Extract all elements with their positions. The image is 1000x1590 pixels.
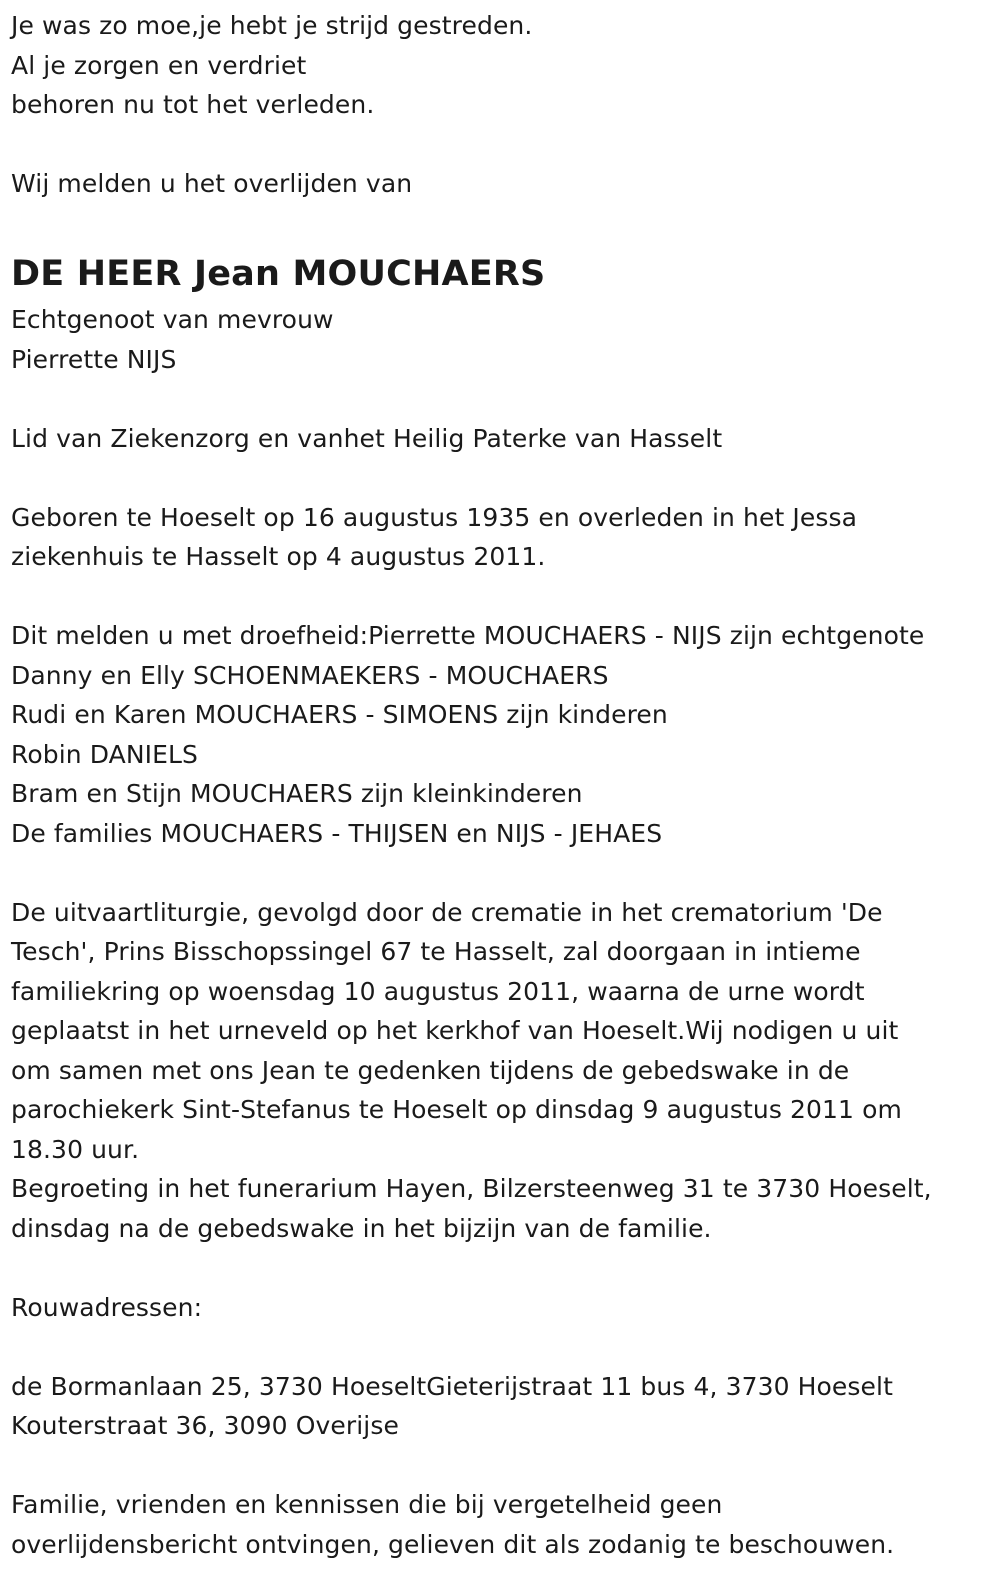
spacer	[11, 458, 996, 498]
deceased-name: DE HEER Jean MOUCHAERS	[11, 254, 546, 294]
birth-death-block	[11, 498, 996, 577]
family-line: Danny en Elly SCHOENMAEKERS - MOUCHAERS	[11, 660, 609, 690]
ceremony-line: Tesch', Prins Bisschopssingel 67 te Hasselt, zal doorgaan in intieme	[11, 937, 861, 966]
spacer	[11, 853, 996, 893]
ceremony-line: familiekring op woensdag 10 augustus 2011, waarna de urne wordt	[11, 976, 865, 1006]
spouse-line: Pierrette NIJS	[11, 344, 177, 374]
family-block	[11, 616, 996, 853]
poem-line: behoren nu tot het verleden.	[11, 90, 375, 119]
addresses-block	[11, 1367, 996, 1446]
address-line: Kouterstraat 36, 3090 Overijse	[11, 1411, 399, 1440]
poem-line: Al je zorgen en verdriet	[11, 50, 307, 80]
closing-line: overlijdensbericht ontvingen, gelieven dit als zodanig te beschouwen.	[11, 1529, 895, 1559]
spacer	[11, 1327, 996, 1367]
spouse-line: Echtgenoot van mevrouw	[11, 305, 334, 334]
obituary-notice	[11, 6, 996, 1564]
spacer	[11, 125, 996, 165]
ceremony-line: dinsdag na de gebedswake in het bijzijn van de familie.	[11, 1213, 712, 1243]
closing-line: Familie, vrienden en kennissen die bij vergetelheid geen	[11, 1490, 723, 1519]
family-line: Bram en Stijn MOUCHAERS zijn kleinkinderen	[11, 779, 583, 808]
spacer	[11, 1248, 996, 1288]
ceremony-line: geplaatst in het urneveld op het kerkhof van Hoeselt.Wij nodigen u uit	[11, 1016, 899, 1045]
birth-death-line: Geboren te Hoeselt op 16 augustus 1935 en overleden in het Jessa	[11, 502, 858, 532]
spacer	[11, 204, 996, 244]
address-line: de Bormanlaan 25, 3730 HoeseltGieterijstraat 11 bus 4, 3730 Hoeselt	[11, 1371, 893, 1401]
addresses-heading: Rouwadressen:	[11, 1292, 203, 1322]
ceremony-line: om samen met ons Jean te gedenken tijdens de gebedswake in de	[11, 1055, 850, 1085]
poem-line: Je was zo moe,je hebt je strijd gestreden.	[11, 11, 533, 40]
ceremony-line: 18.30 uur.	[11, 1134, 140, 1164]
membership-text: Lid van Ziekenzorg en vanhet Heilig Paterke van Hasselt	[11, 423, 723, 453]
ceremony-line: De uitvaartliturgie, gevolgd door de crematie in het crematorium 'De	[11, 897, 883, 927]
ceremony-line: parochiekerk Sint-Stefanus te Hoeselt op dinsdag 9 augustus 2011 om	[11, 1095, 902, 1124]
family-line: Rudi en Karen MOUCHAERS - SIMOENS zijn kinderen	[11, 700, 668, 729]
spouse-block	[11, 300, 996, 379]
poem	[11, 6, 996, 125]
closing-block	[11, 1485, 996, 1564]
family-line: Dit melden u met droefheid:Pierrette MOUCHAERS - NIJS zijn echtgenote	[11, 621, 925, 650]
family-line: Robin DANIELS	[11, 739, 199, 769]
family-line: De families MOUCHAERS - THIJSEN en NIJS - JEHAES	[11, 818, 663, 848]
spacer	[11, 577, 996, 617]
announcement-intro: Wij melden u het overlijden van	[11, 169, 413, 198]
spacer	[11, 1446, 996, 1486]
spacer	[11, 379, 996, 419]
ceremony-block	[11, 893, 996, 1249]
ceremony-line: Begroeting in het funerarium Hayen, Bilzersteenweg 31 te 3730 Hoeselt,	[11, 1174, 932, 1203]
birth-death-line: ziekenhuis te Hasselt op 4 augustus 2011.	[11, 542, 546, 571]
